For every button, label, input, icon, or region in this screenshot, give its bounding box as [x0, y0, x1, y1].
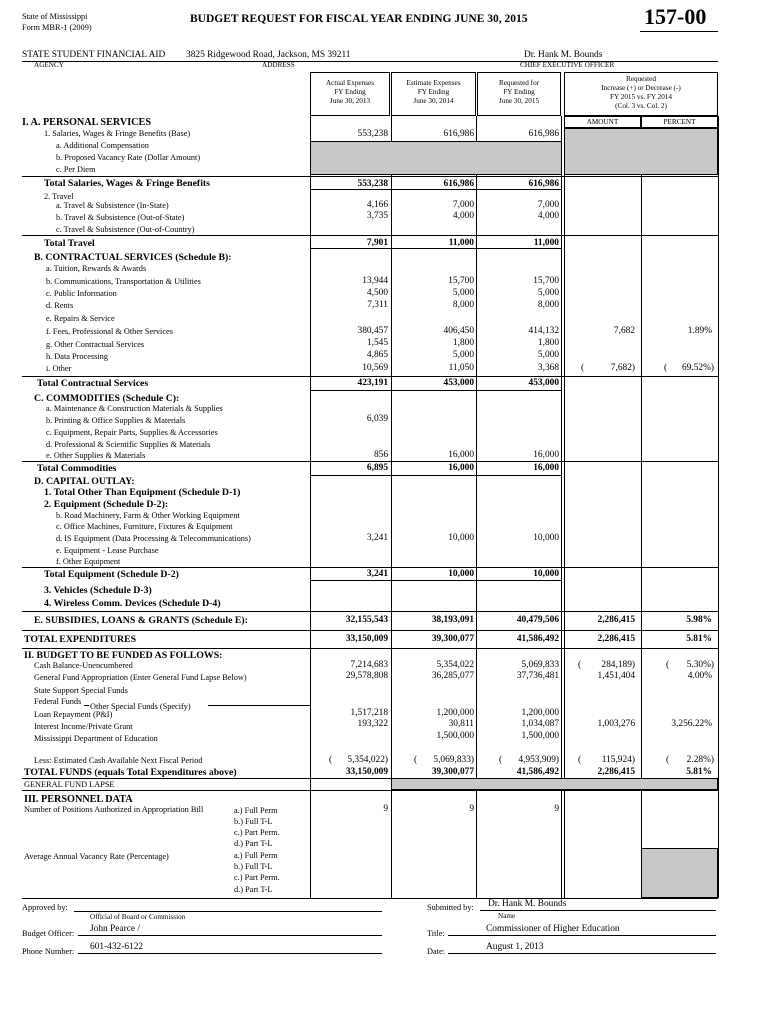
row-other-supplies-label: e. Other Supplies & Materials [46, 451, 146, 460]
row-equipment-parts-label: c. Equipment, Repair Parts, Supplies & Accessories [46, 428, 218, 437]
cell-loan-requested: 1,200,000 [521, 708, 559, 718]
cell-total-salaries-actual: 553,238 [357, 179, 388, 189]
cell-interest-percent: 3,256.22% [671, 719, 712, 729]
row-total-contractual-label: Total Contractual Services [37, 378, 149, 389]
cell-total-cm-requested: 16,000 [533, 463, 559, 473]
row-vacancy-rate-label: Average Annual Vacancy Rate (Percentage) [24, 852, 169, 861]
ceo-label: CHIEF EXECUTIVE OFFICER [520, 61, 615, 69]
cell-total-eq-estimate: 10,000 [448, 569, 474, 579]
cell-other-percent: 69.52%) [681, 363, 714, 373]
cell-general-percent: 4.00% [687, 671, 712, 681]
state-label: State of Mississippi [22, 12, 88, 21]
row-travel-in-label: a. Travel & Subsistence (In-State) [56, 201, 169, 210]
cell-less-actual: 5,354,022) [347, 755, 388, 765]
row-other-special-label: Other Special Funds (Specify) [90, 702, 191, 711]
cell-total-exp-percent: 5.81% [686, 634, 712, 644]
cell-less-amount: 115,924) [601, 755, 635, 765]
cell-total-exp-estimate: 39,300,077 [431, 634, 474, 644]
page-title: BUDGET REQUEST FOR FISCAL YEAR ENDING JUNE 30, 2015 [190, 13, 528, 25]
cell-fees-actual: 380,457 [357, 326, 388, 336]
row-lapse-label: GENERAL FUND LAPSE [24, 780, 115, 789]
cell-loan-actual: 1,517,218 [350, 708, 388, 718]
row-total-travel-label: Total Travel [44, 238, 95, 249]
section-capital-outlay: D. CAPITAL OUTLAY: [34, 476, 135, 487]
cell-salaries-actual: 553,238 [357, 129, 388, 139]
row-printing-label: b. Printing & Office Supplies & Materials [46, 416, 186, 425]
cell-is-eq-actual: 3,241 [366, 533, 388, 543]
col-actual-header: Actual Expenses FY Ending June 30, 2013 [325, 79, 375, 105]
cell-travel-in-actual: 4,166 [366, 200, 388, 210]
cell-is-eq-requested: 10,000 [533, 533, 559, 543]
row-data-processing-label: h. Data Processing [46, 352, 108, 361]
cell-interest-actual: 193,322 [357, 719, 388, 729]
cell-public-info-actual: 4,500 [366, 288, 388, 298]
cell-rents-actual: 7,311 [367, 300, 388, 310]
cell-travel-out-requested: 4,000 [537, 211, 559, 221]
cell-general-amount: 1,451,404 [597, 671, 635, 681]
row-lease-purchase-label: e. Equipment - Lease Purchase [56, 546, 159, 555]
cell-subsidies-estimate: 38,193,091 [431, 615, 474, 625]
cell-cash-percent: 5.30%) [686, 660, 714, 670]
row-maintenance-label: a. Maintenance & Construction Materials & Supplies [46, 404, 223, 413]
row-rents-label: d. Rents [46, 301, 74, 310]
col-estimate-header: Estimate Expenses FY Ending June 30, 2014 [406, 79, 461, 105]
section-funded: II. BUDGET TO BE FUNDED AS FOLLOWS: [24, 650, 223, 661]
cell-printing-actual: 6,039 [366, 414, 388, 424]
form-number: Form MBR-1 (2009) [22, 23, 92, 32]
cell-total-funds-estimate: 39,300,077 [431, 767, 474, 777]
percent-header: PERCENT [663, 118, 696, 126]
cell-total-exp-amount: 2,286,415 [597, 634, 635, 644]
row-communications-label: b. Communications, Transportation & Utilities [46, 277, 201, 286]
cell-total-cm-actual: 6,895 [366, 463, 388, 473]
cell-other-ct-requested: 1,800 [537, 338, 559, 348]
section-contractual: B. CONTRACTUAL SERVICES (Schedule B): [34, 252, 232, 263]
row-general-fund-label: General Fund Appropriation (Enter General Fund Lapse Below) [34, 673, 247, 682]
cell-subsidies-amount: 2,286,415 [597, 615, 635, 625]
row-fees-label: f. Fees, Professional & Other Services [46, 327, 173, 336]
row-state-support-label: State Support Special Funds [34, 686, 128, 695]
cell-total-ct-requested: 453,000 [528, 378, 559, 388]
ceo-name: Dr. Hank M. Bounds [524, 50, 603, 60]
col-change-header: Requested Increase (+) or Decrease (-) FY 2015 vs. FY 2014 (Col. 3 vs. Col. 2) [601, 75, 681, 110]
row-professional-supplies-label: d. Professional & Scientific Supplies & Materials [46, 440, 211, 449]
row-subsidies-label: E. SUBSIDIES, LOANS & GRANTS (Schedule E): [34, 615, 248, 626]
cell-total-funds-requested: 41,586,492 [516, 767, 559, 777]
cell-other-supplies-estimate: 16,000 [448, 450, 474, 460]
row-total-salaries-label: Total Salaries, Wages & Fringe Benefits [44, 178, 210, 189]
cell-less-requested: 4,953,909) [518, 755, 559, 765]
row-total-expenditures-label: TOTAL EXPENDITURES [24, 634, 137, 645]
sub-full-tl-2: b.) Full T-L [234, 862, 273, 871]
row-total-funds-label: TOTAL FUNDS (equals Total Expenditures above) [24, 767, 237, 778]
cell-total-eq-actual: 3,241 [366, 569, 388, 579]
row-perdiem-label: c. Per Diem [56, 165, 96, 174]
row-public-info-label: c. Public Information [46, 289, 117, 298]
budget-code: 157-00 [644, 4, 707, 29]
row-other-than-equipment-label: 1. Total Other Than Equipment (Schedule D-1) [44, 487, 241, 498]
sub-full-perm: a.) Full Perm [234, 806, 278, 815]
cell-total-funds-amount: 2,286,415 [597, 767, 635, 777]
cell-salaries-requested: 616,986 [528, 129, 559, 139]
cell-salaries-estimate: 616,986 [443, 129, 474, 139]
budget-officer-label: Budget Officer: [22, 929, 75, 938]
amount-header: AMOUNT [586, 118, 619, 126]
phone-label: Phone Number: [22, 947, 75, 956]
cell-other-requested: 3,368 [537, 363, 559, 373]
title-label: Title: [427, 929, 445, 938]
cell-travel-in-requested: 7,000 [537, 200, 559, 210]
cell-total-ct-estimate: 453,000 [443, 378, 474, 388]
cell-other-ct-actual: 1,545 [366, 338, 388, 348]
cell-dp-estimate: 5,000 [452, 350, 474, 360]
cell-subsidies-requested: 40,479,506 [516, 615, 559, 625]
cell-subsidies-actual: 32,155,543 [345, 615, 388, 625]
section-personnel: III. PERSONNEL DATA [24, 794, 133, 805]
cell-interest-requested: 1,034,087 [521, 719, 559, 729]
cell-total-travel-actual: 7,901 [366, 238, 388, 248]
cell-dp-actual: 4,865 [366, 350, 388, 360]
row-equipment-label: 2. Equipment (Schedule D-2): [44, 499, 169, 510]
cell-total-salaries-requested: 616,986 [528, 179, 559, 189]
cell-total-exp-actual: 33,150,009 [345, 634, 388, 644]
phone-value: 601-432-6122 [90, 942, 144, 952]
row-less-cash-label: Less: Estimated Cash Available Next Fiscal Period [34, 756, 203, 765]
cell-less-estimate: 5,069,833) [433, 755, 474, 765]
cell-public-info-requested: 5,000 [537, 288, 559, 298]
cell-travel-in-estimate: 7,000 [452, 200, 474, 210]
cell-total-exp-requested: 41,586,492 [516, 634, 559, 644]
cell-total-travel-estimate: 11,000 [448, 238, 474, 248]
row-travel-label: 2. Travel [44, 192, 74, 201]
cell-total-ct-actual: 423,191 [357, 378, 388, 388]
cell-fees-amount: 7,682 [613, 326, 635, 336]
title-value: Commissioner of Higher Education [486, 924, 620, 934]
row-wireless-label: 4. Wireless Comm. Devices (Schedule D-4) [44, 598, 221, 609]
cell-subsidies-percent: 5.98% [686, 615, 712, 625]
row-repairs-label: e. Repairs & Service [46, 314, 115, 323]
section-commodities: C. COMMODITIES (Schedule C): [34, 393, 180, 404]
cell-other-amount: 7,682) [610, 363, 635, 373]
approved-by-label: Approved by: [22, 903, 68, 912]
submitted-by-value: Dr. Hank M. Bounds [488, 899, 567, 909]
agency-name: STATE STUDENT FINANCIAL AID [22, 50, 166, 60]
sub-part-tl-2: d.) Part T-L [234, 885, 273, 894]
cell-fees-estimate: 406,450 [443, 326, 474, 336]
row-road-machinery-label: b. Road Machinery, Farm & Other Working Equipment [56, 511, 240, 520]
cell-cash-estimate: 5,354,022 [436, 660, 474, 670]
row-travel-out-label: b. Travel & Subsistence (Out-of-State) [56, 213, 185, 222]
cell-comm-actual: 13,944 [362, 276, 388, 286]
row-total-equipment-label: Total Equipment (Schedule D-2) [44, 569, 179, 580]
cell-is-eq-estimate: 10,000 [448, 533, 474, 543]
sub-part-perm: c.) Part Perm. [234, 828, 280, 837]
sub-part-perm-2: c.) Part Perm. [234, 873, 280, 882]
row-tuition-label: a. Tuition, Rewards & Awards [46, 264, 147, 273]
row-positions-label: Number of Positions Authorized in Appropriation Bill [24, 805, 204, 814]
sub-full-perm-2: a.) Full Perm [234, 851, 278, 860]
col-requested-header: Requested for FY Ending June 30, 2015 [498, 79, 540, 105]
official-label: Official of Board or Commission [90, 913, 186, 921]
cell-total-cm-estimate: 16,000 [448, 463, 474, 473]
cell-total-travel-requested: 11,000 [533, 238, 559, 248]
cell-public-info-estimate: 5,000 [452, 288, 474, 298]
cell-positions-requested: 9 [554, 804, 559, 814]
cell-positions-actual: 9 [383, 804, 388, 814]
cell-general-actual: 29,578,808 [345, 671, 388, 681]
cell-mde-requested: 1,500,000 [521, 731, 559, 741]
agency-label: AGENCY [34, 61, 64, 69]
cell-comm-estimate: 15,700 [448, 276, 474, 286]
cell-interest-estimate: 30,811 [448, 719, 474, 729]
row-add-comp-label: a. Additional Compensation [56, 141, 149, 150]
cell-mde-estimate: 1,500,000 [436, 731, 474, 741]
row-other-label: i. Other [46, 364, 72, 373]
row-loan-label: Loan Repayment (P&I) [34, 710, 113, 719]
cell-fees-requested: 414,132 [528, 326, 559, 336]
cell-travel-out-actual: 3,735 [366, 211, 388, 221]
cell-other-supplies-requested: 16,000 [533, 450, 559, 460]
sub-part-tl: d.) Part T-L [234, 839, 273, 848]
submitted-by-label: Submitted by: [427, 903, 474, 912]
cell-comm-requested: 15,700 [533, 276, 559, 286]
cell-loan-estimate: 1,200,000 [436, 708, 474, 718]
cell-total-funds-actual: 33,150,009 [345, 767, 388, 777]
cell-general-requested: 37,736,481 [516, 671, 559, 681]
cell-other-supplies-actual: 856 [373, 450, 388, 460]
budget-officer-value: John Pearce / [90, 924, 140, 934]
agency-address: 3825 Ridgewood Road, Jackson, MS 39211 [186, 50, 351, 60]
row-vacancy-label: b. Proposed Vacancy Rate (Dollar Amount) [56, 153, 201, 162]
row-federal-label: Federal Funds [34, 697, 82, 706]
cell-rents-requested: 8,000 [537, 300, 559, 310]
cell-cash-amount: 284,189) [601, 660, 635, 670]
section-personal-services: I. A. PERSONAL SERVICES [22, 117, 152, 128]
row-travel-country-label: c. Travel & Subsistence (Out-of-Country) [56, 225, 195, 234]
cell-positions-estimate: 9 [469, 804, 474, 814]
row-office-machines-label: c. Office Machines, Furniture, Fixtures & Equipment [56, 522, 233, 531]
row-salaries-label: 1. Salaries, Wages & Fringe Benefits (Base) [44, 129, 191, 138]
date-value: August 1, 2013 [486, 942, 544, 952]
cell-cash-actual: 7,214,683 [350, 660, 388, 670]
cell-total-eq-requested: 10,000 [533, 569, 559, 579]
cell-rents-estimate: 8,000 [452, 300, 474, 310]
cell-general-estimate: 36,285,077 [431, 671, 474, 681]
cell-cash-requested: 5,069,833 [521, 660, 559, 670]
cell-total-funds-percent: 5.81% [686, 767, 712, 777]
row-mde-label: Mississippi Department of Education [34, 734, 158, 743]
cell-other-actual: 10,569 [362, 363, 388, 373]
sub-full-tl: b.) Full T-L [234, 817, 273, 826]
cell-fees-percent: 1.89% [687, 326, 712, 336]
row-total-commodities-label: Total Commodities [37, 463, 117, 474]
row-other-equipment-label: f. Other Equipment [56, 557, 121, 566]
row-interest-label: Interest Income/Private Grant [34, 722, 133, 731]
row-is-equipment-label: d. IS Equipment (Data Processing & Telecommunications) [56, 534, 251, 543]
cell-dp-requested: 5,000 [537, 350, 559, 360]
cell-less-percent: 2.28%) [686, 755, 714, 765]
row-vehicles-label: 3. Vehicles (Schedule D-3) [44, 585, 152, 596]
cell-interest-amount: 1,003,276 [597, 719, 635, 729]
row-other-contractual-label: g. Other Contractual Services [46, 340, 145, 349]
cell-other-ct-estimate: 1,800 [452, 338, 474, 348]
date-label: Date: [427, 947, 445, 956]
cell-travel-out-estimate: 4,000 [452, 211, 474, 221]
address-label: ADDRESS [262, 61, 295, 69]
row-cash-balance-label: Cash Balance-Unencumbered [34, 661, 133, 670]
name-label: Name [498, 912, 516, 920]
cell-other-estimate: 11,050 [448, 363, 474, 373]
cell-total-salaries-estimate: 616,986 [443, 179, 474, 189]
